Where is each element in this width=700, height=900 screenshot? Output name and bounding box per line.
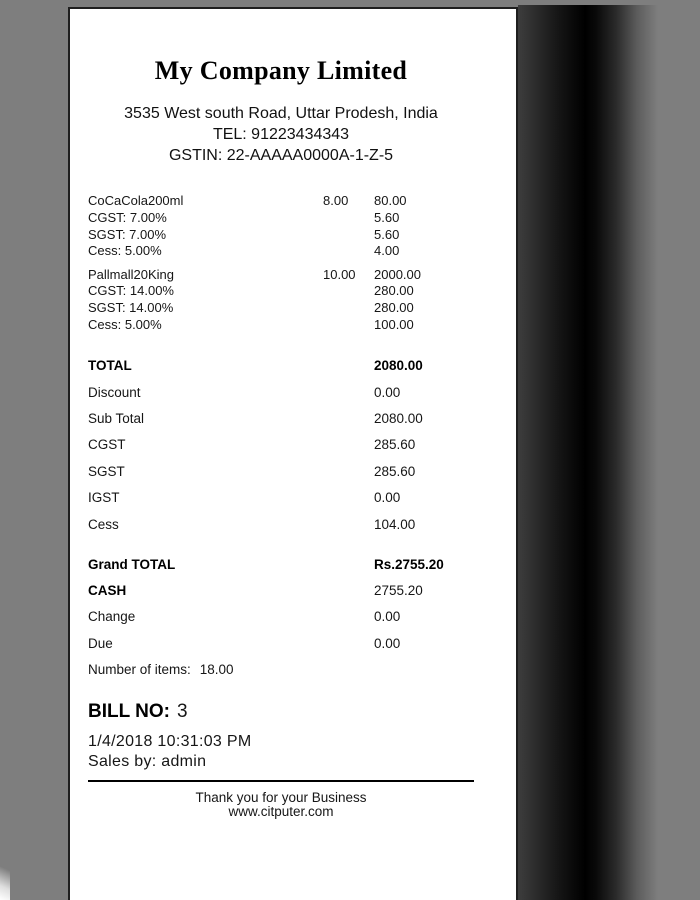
receipt-page (68, 7, 518, 900)
sales-by: Sales by: admin (88, 753, 207, 770)
payment-label: Change (88, 609, 136, 624)
summary-value: 104.00 (374, 517, 416, 532)
item-amount: 80.00 (374, 193, 407, 208)
footer-website: www.citputer.com (228, 804, 334, 819)
summary-value: 0.00 (374, 490, 401, 505)
item-qty: 8.00 (323, 193, 349, 208)
item-tax-row (88, 317, 474, 334)
payment-value: 0.00 (374, 609, 401, 624)
summary-label: Cess (88, 517, 119, 532)
summary-row-discount (88, 385, 474, 402)
footer-divider (88, 780, 474, 782)
summary-row-subtotal (88, 411, 474, 428)
tax-label: SGST: 14.00% (88, 300, 174, 315)
company-gstin: GSTIN: 22-AAAAA0000A-1-Z-5 (168, 147, 394, 164)
item-tax-row (88, 300, 474, 317)
tax-label: CGST: 14.00% (88, 283, 174, 298)
tax-amount: 280.00 (374, 283, 414, 298)
item-tax-row (88, 227, 474, 244)
summary-row-total (88, 358, 474, 375)
bill-number-label: BILL NO: (88, 701, 170, 722)
item-count-row (88, 662, 474, 679)
summary-value: 2080.00 (374, 358, 423, 373)
summary-value: 2080.00 (374, 411, 423, 426)
item-qty: 10.00 (323, 267, 356, 282)
payment-label: CASH (88, 583, 127, 598)
tax-amount: 100.00 (374, 317, 414, 332)
payment-value: 0.00 (374, 636, 401, 651)
company-address: 3535 West south Road, Uttar Prodesh, India (124, 105, 438, 122)
summary-label: Discount (88, 385, 141, 400)
summary-row-igst (88, 490, 474, 507)
tax-amount: 5.60 (374, 210, 400, 225)
item-count-value: 18.00 (199, 662, 234, 677)
bill-datetime: 1/4/2018 10:31:03 PM (88, 733, 252, 750)
summary-label: CGST (88, 437, 126, 452)
summary-label: Sub Total (88, 411, 145, 426)
item-name: Pallmall20King (88, 267, 174, 282)
summary-row-sgst (88, 464, 474, 481)
bill-number-value: 3 (176, 701, 188, 722)
backdrop-corner-artifact (0, 856, 10, 900)
payment-row-change (88, 609, 474, 626)
item-row (88, 267, 474, 284)
tax-amount: 4.00 (374, 243, 400, 258)
page-curl-shadow (518, 5, 658, 900)
payment-label: Grand TOTAL (88, 557, 176, 572)
summary-value: 285.60 (374, 437, 416, 452)
item-tax-row (88, 283, 474, 300)
tax-label: Cess: 5.00% (88, 317, 162, 332)
item-tax-row (88, 243, 474, 260)
item-count-label: Number of items: (88, 662, 191, 677)
summary-label: TOTAL (88, 358, 132, 373)
item-row (88, 193, 474, 210)
payment-row-grand-total (88, 557, 474, 574)
payment-row-due (88, 636, 474, 653)
item-name: CoCaCola200ml (88, 193, 184, 208)
tax-amount: 280.00 (374, 300, 414, 315)
summary-label: SGST (88, 464, 125, 479)
tax-label: SGST: 7.00% (88, 227, 167, 242)
payment-value: 2755.20 (374, 583, 423, 598)
tax-label: Cess: 5.00% (88, 243, 162, 258)
company-name: My Company Limited (154, 56, 408, 85)
footer-thanks: Thank you for your Business (195, 790, 367, 805)
tax-label: CGST: 7.00% (88, 210, 167, 225)
company-tel: TEL: 91223434343 (212, 126, 350, 143)
summary-value: 285.60 (374, 464, 416, 479)
item-tax-row (88, 210, 474, 227)
payment-label: Due (88, 636, 113, 651)
summary-row-cess (88, 517, 474, 534)
item-amount: 2000.00 (374, 267, 421, 282)
bill-number (88, 701, 188, 723)
summary-value: 0.00 (374, 385, 401, 400)
payment-value: Rs.2755.20 (374, 557, 444, 572)
payment-row-cash (88, 583, 474, 600)
tax-amount: 5.60 (374, 227, 400, 242)
summary-label: IGST (88, 490, 120, 505)
summary-row-cgst (88, 437, 474, 454)
